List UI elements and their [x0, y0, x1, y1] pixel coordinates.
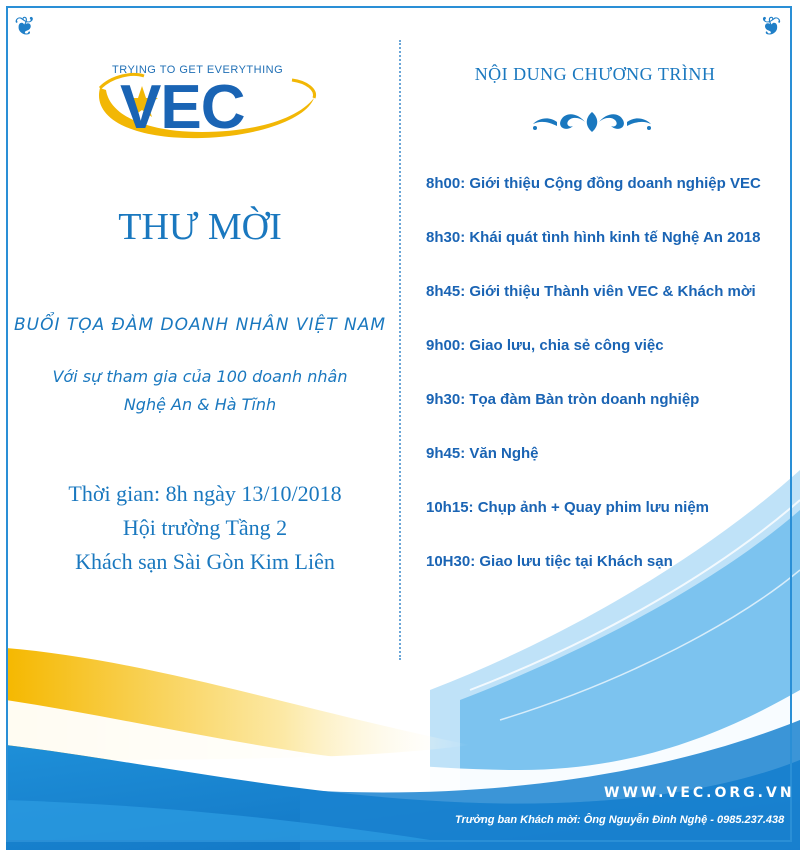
vec-logo [92, 58, 322, 153]
agenda-item: 8h45: Giới thiệu Thành viên VEC & Khách mời [426, 283, 756, 300]
website-url: WWW.VEC.ORG.VN [604, 785, 795, 801]
agenda-item: 10h15: Chụp ảnh + Quay phim lưu niệm [426, 499, 709, 516]
flourish-ornament-icon [527, 108, 657, 136]
program-heading: NỘI DUNG CHƯƠNG TRÌNH [474, 64, 716, 84]
agenda-item: 8h30: Khái quát tình hình kinh tế Nghệ An 2018 [426, 229, 761, 246]
swirl-ornament-icon: ❦ [760, 12, 782, 42]
contact-line: Trưởng ban Khách mời: Ông Nguyễn Đình Nghệ - 0985.237.438 [455, 814, 785, 826]
agenda-item: 9h00: Giao lưu, chia sẻ công việc [426, 337, 664, 354]
event-name: BUỔI TỌA ĐÀM DOANH NHÂN VIỆT NAM [13, 315, 387, 335]
participants-line: Với sự tham gia của 100 doanh nhân [52, 367, 348, 386]
logo-wordmark: VEC [120, 73, 245, 142]
event-venue: Khách sạn Sài Gòn Kim Liên [75, 549, 335, 574]
agenda-item: 9h45: Văn Nghệ [426, 445, 539, 462]
logo-tagline: TRYING TO GET EVERYTHING [112, 64, 284, 76]
event-hall: Hội trường Tầng 2 [122, 515, 288, 540]
event-time: Thời gian: 8h ngày 13/10/2018 [68, 481, 342, 506]
invitation-title: THƯ MỜI [118, 206, 282, 248]
agenda-item: 9h30: Tọa đàm Bàn tròn doanh nghiệp [426, 391, 700, 408]
participants-regions: Nghệ An & Hà Tĩnh [123, 395, 277, 414]
swirl-ornament-icon: ❦ [14, 12, 36, 42]
agenda-item: 8h00: Giới thiệu Cộng đồng doanh nghiệp VEC [426, 175, 761, 192]
agenda-item: 10H30: Giao lưu tiệc tại Khách sạn [426, 553, 673, 570]
